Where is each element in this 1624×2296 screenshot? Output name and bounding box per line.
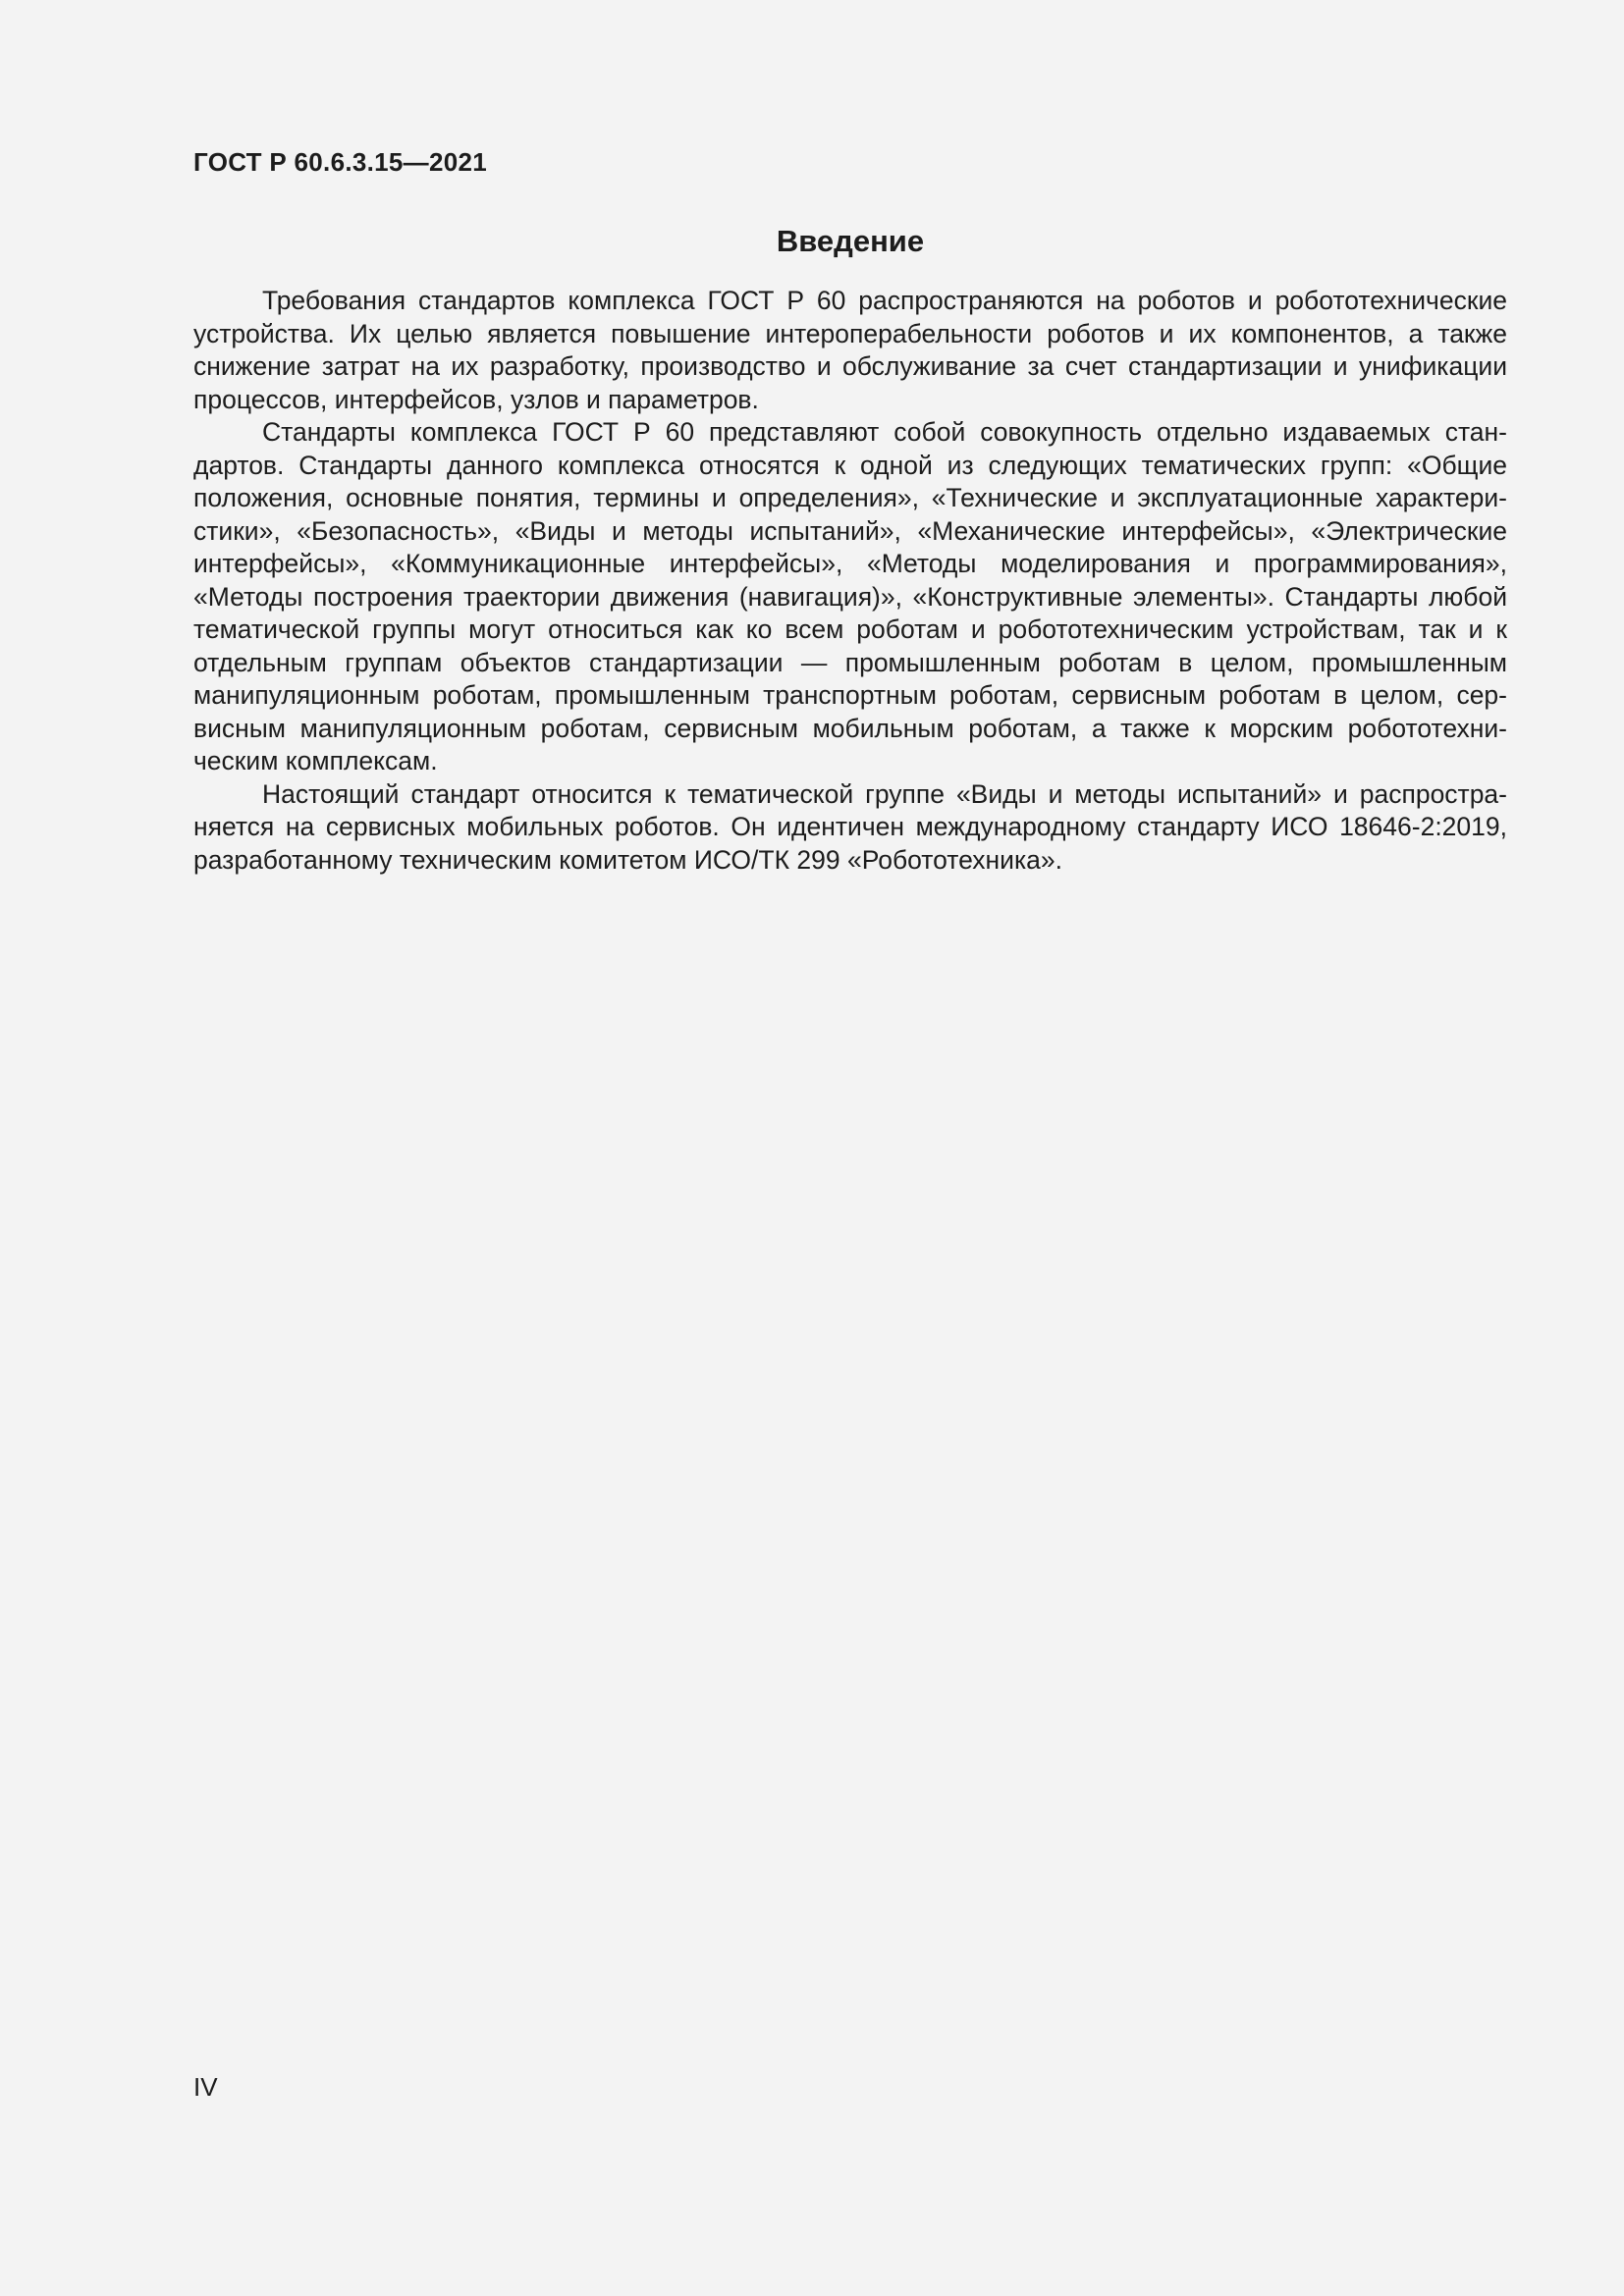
- paragraph-2: Стандарты комплекса ГОСТ Р 60 представляют собой совокупность отдельно издаваемых стандартов. Стандарты данного комплекса относятся к одной из следующих тематических групп: «Общие положения, основные понятия, термины и определения», «Технические и эксплуатационные характеристики», «Безопасность», «Виды и методы испытаний», «Механические интерфейсы», «Электрические интерфейсы», «Коммуникационные интерфейсы», «Методы моделирования и программирования», «Методы построения траектории движения (навигация)», «Конструктивные элементы». Стандарты любой тематической группы могут относиться как ко всем роботам и робототехническим устройствам, так и к отдельным группам объектов стандартизации — промышленным роботам в целом, промышленным манипуляционным роботам, промышленным транспортным роботам, сервисным роботам в целом, сервисным манипуляционным роботам, сервисным мобильным роботам, а также к морским робототехническим комплексам.: [193, 417, 1507, 775]
- page-number: IV: [193, 2072, 218, 2102]
- paragraph-1: Требования стандартов комплекса ГОСТ Р 60 распространяются на роботов и робототехнические устройства. Их целью является повышение интероперабельности роботов и их компонентов, а также снижение затрат на их разработку, производство и обслуживание за счет стандартизации и унификации процессов, интерфейсов, узлов и параметров.: [193, 286, 1507, 414]
- document-header: ГОСТ Р 60.6.3.15—2021: [193, 147, 487, 177]
- body-text: [193, 285, 1507, 877]
- section-title: Введение: [776, 224, 925, 258]
- paragraph-3: Настоящий стандарт относится к тематической группе «Виды и методы испытаний» и распространяется на сервисных мобильных роботов. Он идентичен международному стандарту ИСО 18646-2:2019, разработанному техническим комитетом ИСО/ТК 299 «Робототехника».: [193, 778, 1507, 875]
